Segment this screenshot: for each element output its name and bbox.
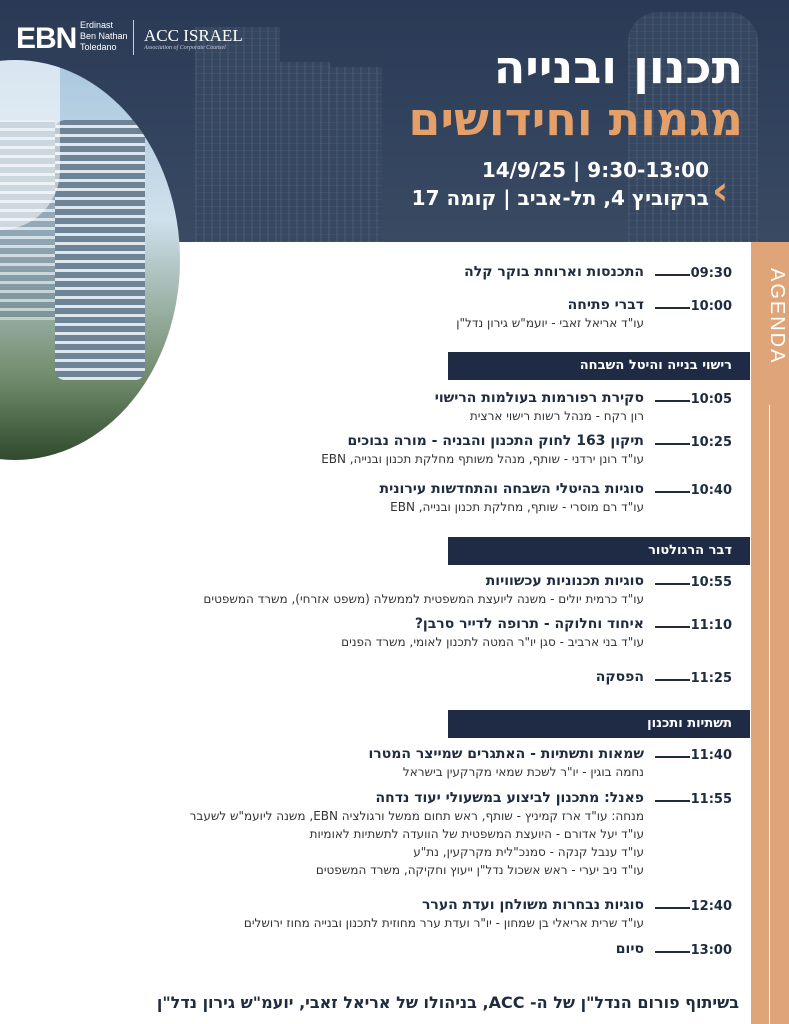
agenda-speaker: עו"ד ענבל קנקה - סמנכ"לית מקרקעין, נת"ע <box>413 845 644 859</box>
agenda-time: 11:55 <box>690 792 732 807</box>
agenda-time: 11:10 <box>690 618 732 633</box>
agenda-time: 10:05 <box>690 392 732 407</box>
time-dash <box>655 951 690 953</box>
agenda-title: התכנסות וארוחת בוקר קלה <box>464 264 644 280</box>
event-date-time: 9:30-13:00 | 14/9/25 <box>481 158 709 182</box>
agenda-speaker: עו"ד רם מוסרי - שותף, מחלקת תכנון ובנייה, EBN <box>390 500 644 514</box>
agenda-title: סוגיות נבחרות משולחן ועדת הערר <box>421 897 644 913</box>
agenda-speaker: נחמה בוגין - יו"ר לשכת שמאי מקרקעין בישראל <box>402 765 644 779</box>
time-dash <box>655 626 690 628</box>
time-dash <box>655 800 690 802</box>
page-title: תכנון ובנייה <box>493 40 743 94</box>
footer-credit: בשיתוף פורום הנדל"ן של ה- ACC, בניהולו של אריאל זאבי, יועמ"ש גירון נדל"ן <box>156 993 739 1012</box>
agenda-speaker: עו"ד ניב יערי - ראש אשכול נדל"ן ייעוץ וחקיקה, משרד המשפטים <box>315 863 644 877</box>
agenda-speaker: רון רקח - מנהל רשות רישוי ארצית <box>469 409 644 423</box>
agenda-title: סיום <box>615 941 644 957</box>
agenda-title: סוגיות בהיטלי השבחה והתחדשות עירונית <box>379 481 644 497</box>
sidebar-divider <box>769 405 770 1024</box>
agenda-time: 11:25 <box>690 671 732 686</box>
agenda-title: שמאות ותשתיות - האתגרים שמייצר המטרו <box>368 746 644 762</box>
agenda-time: 10:40 <box>690 483 732 498</box>
agenda-label: AGENDA <box>766 268 788 365</box>
skyline-image <box>320 67 382 242</box>
agenda-title: סוגיות תכנוניות עכשוויות <box>485 573 644 589</box>
skyline-image <box>195 27 280 242</box>
ebn-logo: EBN <box>16 22 77 55</box>
time-dash <box>655 274 690 276</box>
chevron-left-icon: ‹ <box>712 168 729 214</box>
agenda-speaker: עו"ד יעל אדורם - היועצת המשפטית של הוועדה לתשתיות לאומיות <box>309 827 644 841</box>
agenda-speaker: עו"ד רונן ירדני - שותף, מנהל משותף מחלקת תכנון ובנייה, EBN <box>321 452 644 466</box>
section-header: תשתיות ותכנון <box>448 710 750 738</box>
agenda-time: 10:55 <box>690 575 732 590</box>
agenda-speaker: עו"ד כרמית יולים - משנה ליועצת המשפטית לממשלה (משפט אזרחי), משרד המשפטים <box>203 592 644 606</box>
agenda-title: איחוד וחלוקה - תרופה לדייר סרבן? <box>414 616 644 632</box>
agenda-time: 12:40 <box>690 899 732 914</box>
time-dash <box>655 583 690 585</box>
section-header: רישוי בנייה והיטל השבחה <box>448 352 750 380</box>
agenda-speaker: עו"ד שרית אריאלי בן שמחון - יו"ר ועדת ערר מחוזית לתכנון ובנייה מחוז ירושלים <box>243 916 644 930</box>
agenda-speaker: עו"ד בני ארביב - סגן יו"ר המטה לתכנון לאומי, משרד הפנים <box>341 635 644 649</box>
time-dash <box>655 907 690 909</box>
time-dash <box>655 491 690 493</box>
agenda-time: 13:00 <box>690 943 732 958</box>
time-dash <box>655 756 690 758</box>
ebn-logo-subtitle: Erdinast Ben Nathan Toledano <box>80 20 128 52</box>
agenda-title: תיקון 163 לחוק התכנון והבניה - מורה נבוכים <box>347 433 644 449</box>
section-header: דבר הרגולטור <box>448 537 750 565</box>
agenda-speaker: עו"ד אריאל זאבי - יועמ"ש גירון נדל"ן <box>456 316 644 330</box>
time-dash <box>655 307 690 309</box>
time-dash <box>655 679 690 681</box>
page-subtitle: מגמות וחידושים <box>408 92 743 146</box>
acc-logo-subtitle: Association of Corporate Counsel <box>144 45 226 51</box>
agenda-time: 11:40 <box>690 748 732 763</box>
time-dash <box>655 443 690 445</box>
agenda-title: הפסקה <box>595 669 644 685</box>
agenda-time: 09:30 <box>690 266 732 281</box>
logo-divider <box>133 20 134 55</box>
agenda-title: דברי פתיחה <box>567 297 644 313</box>
agenda-time: 10:00 <box>690 299 732 314</box>
acc-israel-logo: ACC ISRAEL <box>144 26 243 45</box>
time-dash <box>655 400 690 402</box>
agenda-speaker: מנחה: עו"ד ארז קמיניץ - שותף, ראש תחום ממשל ורגולציה EBN, משנה ליועמ"ש לשעבר <box>189 809 644 823</box>
event-location: ברקוביץ 4, תל-אביב | קומה 17 <box>411 186 709 210</box>
agenda-title: פאנל: מתכנון לביצוע במשעולי יעוד נדחה <box>375 790 644 806</box>
agenda-time: 10:25 <box>690 435 732 450</box>
agenda-title: סקירת רפורמות בעולמות הרישוי <box>434 390 644 406</box>
